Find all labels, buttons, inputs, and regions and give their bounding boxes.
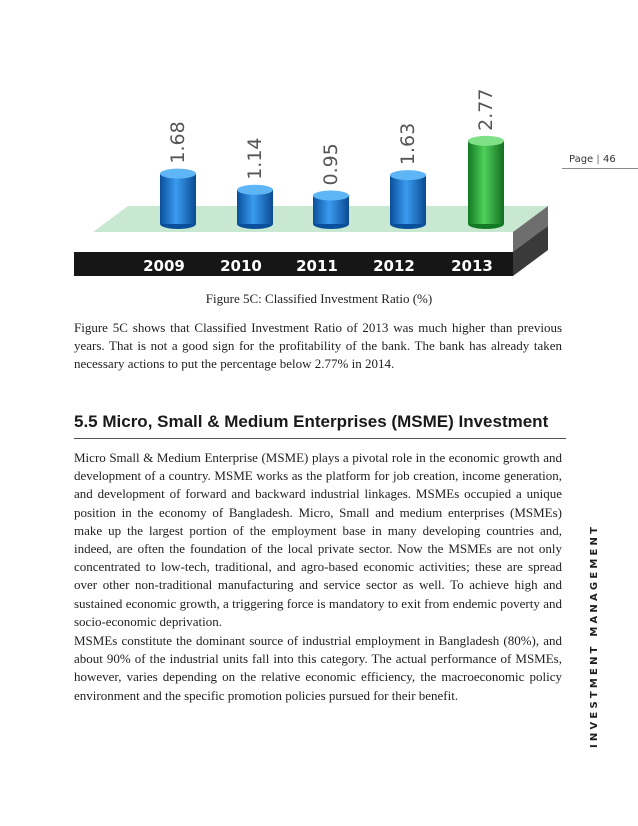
msme-paragraph-1: Micro Small & Medium Enterprise (MSME) plays a pivotal role in the economic growth and development of a country. MSME works as the platform for job creation, income generation, and development of forward and backward industrial linkages. MSMEs occupied a unique position in the economy of Bangladesh. Micro, Small and medium enterprises (MSMEs) make up the largest portion of the employment base in many developing countries and, indeed, are often the foundation of the local private sector. Now the MSMEs are not only concentrated to low-tech, traditional, and agro-based economic activities; these are spread over other non-traditional manufacturing and service sector as well. To achieve high and sustained economic growth, a triggering force is mandatory to exit from endemic poverty and socio-economic deprivation. [74, 450, 562, 629]
bar-cap [390, 170, 426, 180]
classified-investment-chart [68, 82, 568, 282]
bar-2013 [468, 141, 504, 224]
category-label: 2011 [296, 257, 338, 275]
category-label: 2012 [373, 257, 415, 275]
figure-caption: Figure 5C: Classified Investment Ratio (%) [205, 291, 433, 306]
page-label: Page [569, 154, 594, 165]
page-separator: | [596, 154, 600, 165]
bar-cap [313, 191, 349, 201]
section-rule [74, 438, 566, 439]
page-number [569, 154, 616, 165]
value-label: 2.77 [475, 88, 497, 131]
chart-base [74, 252, 513, 276]
value-label: 1.63 [397, 122, 419, 166]
bar-cap [237, 185, 273, 195]
category-label: 2010 [220, 257, 262, 275]
value-label: 0.95 [320, 143, 342, 186]
category-label: 2009 [143, 257, 185, 275]
bar-cap [160, 169, 196, 179]
msme-paragraph-2: MSMEs constitute the dominant source of industrial employment in Bangladesh (80%), and about 90% of the industrial units fall into this category. The actual performance of MSMEs, however, varies depending on the relative economic efficiency, the macroeconomic policy environment and the specific promotion policies pursued for their benefit. [74, 633, 562, 703]
bar-2009 [160, 174, 196, 224]
category-label: 2013 [451, 257, 493, 275]
bar-cap [468, 136, 504, 146]
page-number-value: 46 [602, 154, 616, 165]
chart-svg [68, 82, 568, 282]
page-header-rule [562, 168, 638, 169]
bar-2012 [390, 175, 426, 224]
bar-2010 [237, 190, 273, 224]
figure-description: Figure 5C shows that Classified Investment Ratio of 2013 was much higher than previous years. That is not a good sign for the profitability of the bank. The bank has already taken necessary actions to put the percentage below 2.77% in 2014. [74, 320, 562, 372]
section-heading: 5.5 Micro, Small & Medium Enterprises (MSME) Investment [74, 412, 549, 431]
value-label: 1.14 [244, 137, 266, 180]
running-head-text: INVESTMENT MANAGEMENT [589, 523, 600, 748]
value-label: 1.68 [167, 121, 189, 164]
